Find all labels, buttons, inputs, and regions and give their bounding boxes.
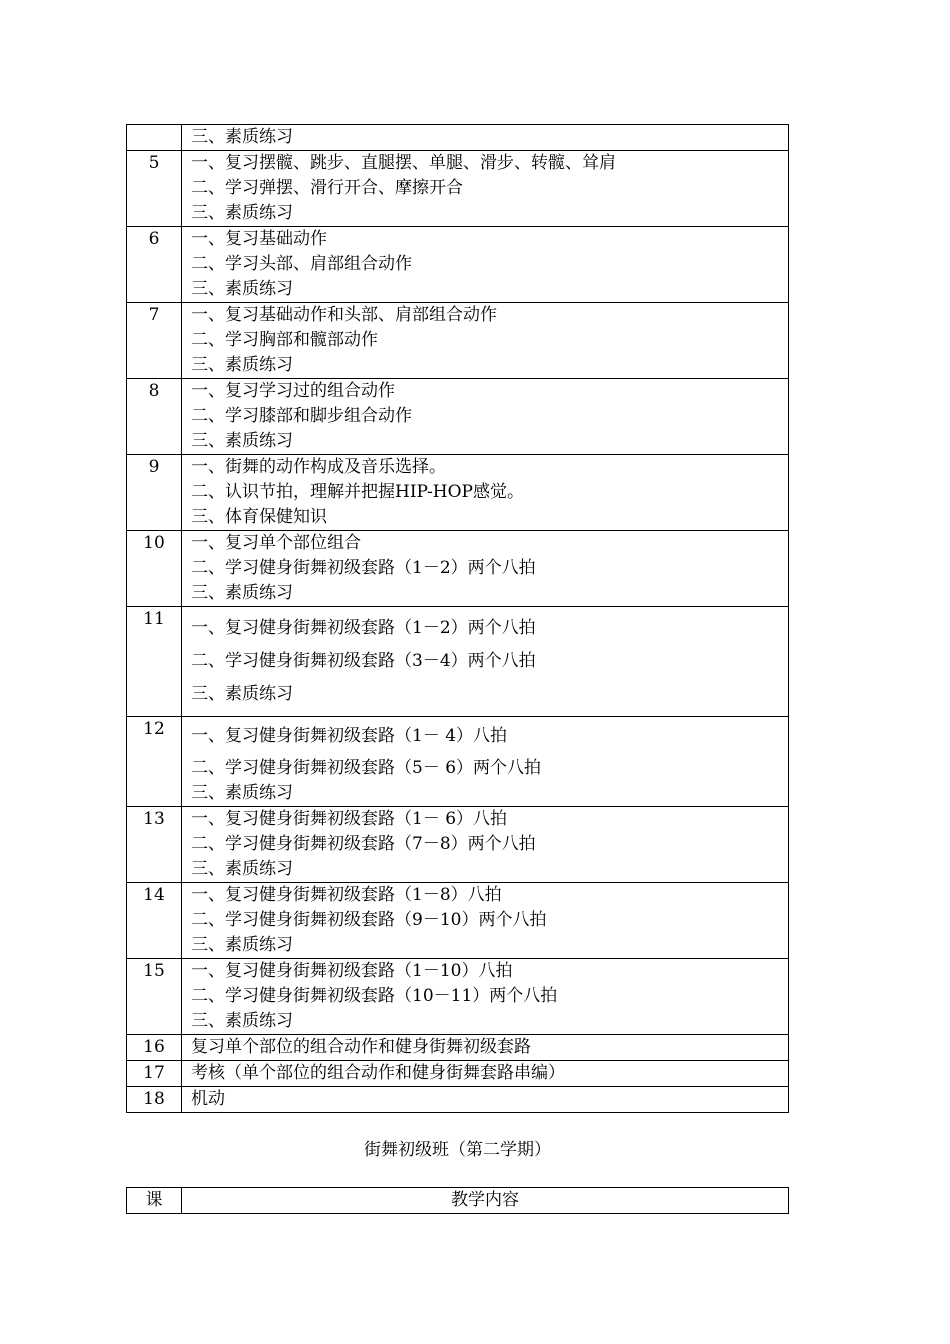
content-line: 三、体育保健知识 [191,507,327,527]
lesson-content [182,379,789,455]
content-line: 二、学习健身街舞初级套路（1－2）两个八拍 [191,558,536,578]
table-row [127,883,789,959]
content-line: 二、学习弹摆、滑行开合、摩擦开合 [191,178,463,198]
lesson-content [182,717,789,807]
lesson-number: 12 [127,717,182,807]
lesson-content [182,227,789,303]
content-line: 二、学习健身街舞初级套路（5－ 6）两个八拍 [191,758,542,778]
table-row [127,607,789,717]
table-row [127,125,789,151]
content-line: 二、学习健身街舞初级套路（7－8）两个八拍 [191,834,536,854]
lesson-content [182,959,789,1035]
lesson-number: 9 [127,455,182,531]
lesson-content [182,1087,789,1113]
content-line: 三、素质练习 [191,127,293,147]
lesson-number: 6 [127,227,182,303]
content-line: 一、复习健身街舞初级套路（1－ 4）八拍 [191,726,508,746]
lesson-number: 18 [127,1087,182,1113]
content-line: 三、素质练习 [191,935,293,955]
content-line: 二、学习健身街舞初级套路（9－10）两个八拍 [191,910,547,930]
table-row [127,807,789,883]
lesson-content [182,531,789,607]
lesson-content [182,807,789,883]
header-content: 教学内容 [182,1188,789,1214]
content-line: 三、素质练习 [191,583,293,603]
table-row [127,227,789,303]
content-line: 机动 [191,1089,225,1109]
content-line: 一、复习摆髋、跳步、直腿摆、单腿、滑步、转髋、耸肩 [191,153,616,173]
content-line: 二、学习胸部和髋部动作 [191,330,378,350]
content-line: 三、素质练习 [191,859,293,879]
table-row [127,717,789,807]
lesson-number [127,125,182,151]
lesson-number: 5 [127,151,182,227]
lesson-content [182,125,789,151]
lesson-number: 11 [127,607,182,717]
content-line: 二、学习膝部和脚步组合动作 [191,406,412,426]
content-line: 二、学习健身街舞初级套路（3－4）两个八拍 [191,651,536,671]
content-line: 一、复习学习过的组合动作 [191,381,395,401]
lesson-content [182,1035,789,1061]
lesson-number: 8 [127,379,182,455]
content-line: 三、素质练习 [191,783,293,803]
table-row [127,1087,789,1113]
content-line: 复习单个部位的组合动作和健身街舞初级套路 [191,1037,531,1057]
table-row [127,455,789,531]
lesson-number: 13 [127,807,182,883]
lesson-number: 10 [127,531,182,607]
content-line: 三、素质练习 [191,203,293,223]
table-header-row [127,1188,789,1214]
lesson-content [182,303,789,379]
lesson-number: 15 [127,959,182,1035]
content-line: 三、素质练习 [191,684,293,704]
table-row [127,1061,789,1087]
lesson-content [182,883,789,959]
content-line: 二、学习健身街舞初级套路（10－11）两个八拍 [191,986,558,1006]
lesson-content [182,1061,789,1087]
table-row [127,959,789,1035]
content-line: 三、素质练习 [191,431,293,451]
lesson-number: 16 [127,1035,182,1061]
table-row [127,531,789,607]
header-lesson: 课 [127,1188,182,1214]
second-term-table [126,1187,789,1214]
content-line: 一、复习单个部位组合 [191,533,361,553]
content-line: 一、复习健身街舞初级套路（1－10）八拍 [191,961,513,981]
table-row [127,303,789,379]
content-line: 一、复习基础动作和头部、肩部组合动作 [191,305,497,325]
content-line: 一、复习基础动作 [191,229,327,249]
lesson-number: 7 [127,303,182,379]
lesson-number: 17 [127,1061,182,1087]
content-line: 一、复习健身街舞初级套路（1－ 6）八拍 [191,809,508,829]
content-line: 二、学习头部、肩部组合动作 [191,254,412,274]
lesson-number: 14 [127,883,182,959]
content-line: 二、认识节拍，理解并把握HIP-HOP感觉。 [191,482,524,502]
table-row [127,1035,789,1061]
content-line: 三、素质练习 [191,279,293,299]
content-line: 考核（单个部位的组合动作和健身街舞套路串编） [191,1063,565,1083]
content-line: 一、复习健身街舞初级套路（1－2）两个八拍 [191,618,536,638]
table-row [127,151,789,227]
content-line: 一、复习健身街舞初级套路（1－8）八拍 [191,885,502,905]
content-line: 一、街舞的动作构成及音乐选择。 [191,457,446,477]
lesson-content [182,151,789,227]
section-title: 街舞初级班（第二学期） [364,1140,551,1160]
lesson-content [182,607,789,717]
schedule-table [126,124,789,1113]
lesson-content [182,455,789,531]
content-line: 三、素质练习 [191,355,293,375]
content-line: 三、素质练习 [191,1011,293,1031]
table-row [127,379,789,455]
